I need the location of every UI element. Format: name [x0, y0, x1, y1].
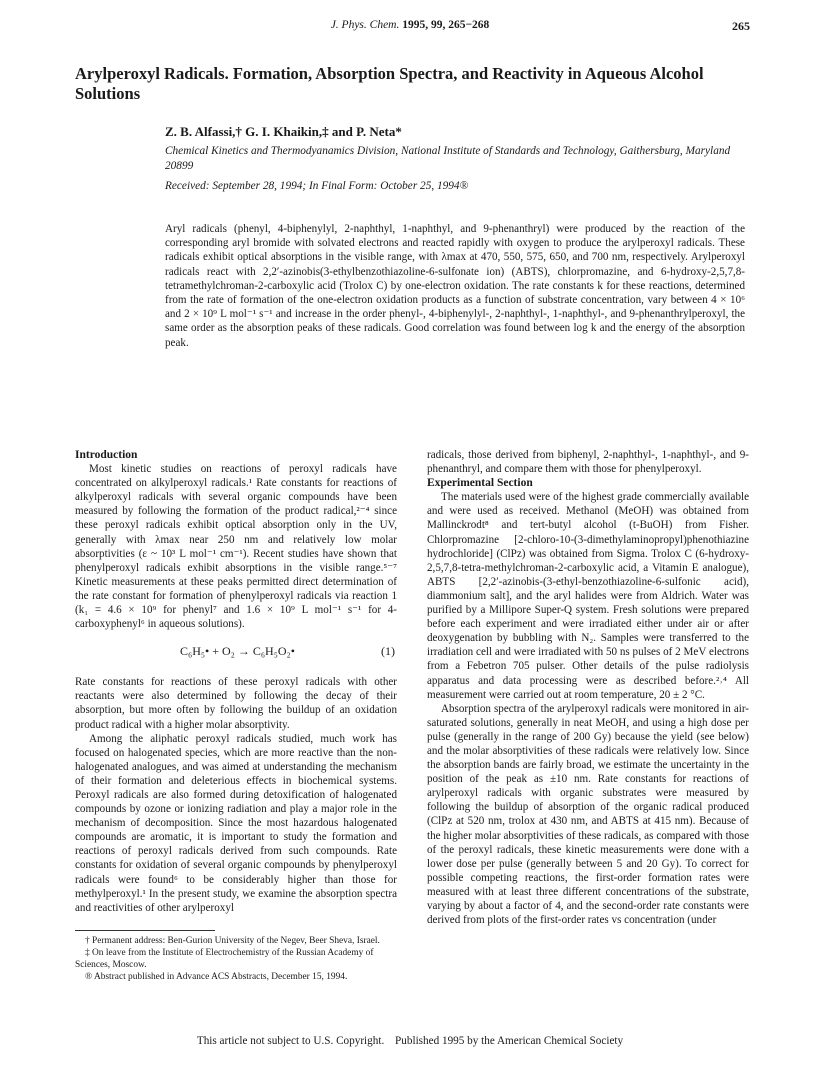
right-column: [427, 448, 749, 927]
journal-name: J. Phys. Chem.: [330, 19, 400, 31]
author-list: Z. B. Alfassi,† G. I. Khaikin,‡ and P. Neta*: [165, 124, 402, 139]
journal-citation: 1995, 99, 265−268: [402, 19, 490, 31]
article-title: Arylperoxyl Radicals. Formation, Absorption Spectra, and Reactivity in Aqueous Alcohol Solutions: [75, 64, 704, 103]
publisher-note: Published 1995 by the American Chemical Society: [395, 1035, 624, 1047]
equation-1: [75, 641, 397, 663]
footnote-dagger: † Permanent address: Ben-Gurion University of the Negev, Beer Sheva, Israel.: [85, 936, 380, 946]
page-footer: [0, 1035, 820, 1047]
intro-paragraph-2: Rate constants for reactions of these peroxyl radicals with other reactants were also determined by following the decay of their absorption, but more often by following the buildup of an oxidation product radical with a higher molar absorptivity.: [75, 676, 397, 731]
affiliation: Chemical Kinetics and Thermodyanamics Division, National Institute of Standards and Technology, Gaithersburg, Maryland 20899: [165, 145, 731, 172]
page-number: 265: [732, 19, 750, 33]
experimental-paragraph-2: Absorption spectra of the arylperoxyl radicals were monitored in air-saturated solutions, generally in neat MeOH, and using a high dose per pulse (generally in the range of 200 Gy) because the yield (see below) and the molar absorptivities of these radicals were relatively low. Since the absorption bands are fairly broad, we estimate the uncertainty in the position of the peak as ±10 nm. Rate constants for reactions of arylperoxyl radicals with organic substrates were measured by following the buildup of absorption of the organic radical produced (ClPz at 520 nm, trolox at 430 nm, and ABTS at 415 nm). Because of the higher molar absorptivities of these radicals, as compared with those of the peroxyl radicals, these kinetic measurements were done with a lower dose per pulse (generally between 5 and 20 Gy). To correct for possible competing reactions, the first-order formation rates were measured with at least three different concentrations of the substrate, varying by about a factor of 4, and the second-order rate constants were derived from plots of the first-order rates vs concentration (under: [427, 702, 749, 927]
intro-paragraph-3: Among the aliphatic peroxyl radicals studied, much work has focused on halogenated species, which are more reactive than the non-halogenated analogues, and was aimed at understanding the mechanism of their formation and deleterious effects in biochemical systems. Peroxyl radicals are also formed during detoxification of halogenated compounds by ozone or ionizing radiation and play a major role in the mechanism of decomposition. Since the most hazardous halogenated compounds are aromatic, it is important to study the formation and reactions of peroxyl radicals derived from such compounds. Rate constants for oxidation of several organic compounds by phenylperoxyl radicals were found⁶ to be considerably higher than those for methylperoxyl.¹ In the present study, we examine the absorption spectra and reactivities of other arylperoxyl: [75, 732, 397, 914]
abstract: Aryl radicals (phenyl, 4-biphenylyl, 2-naphthyl, 1-naphthyl, and 9-phenanthryl) were produced by the reaction of the corresponding aryl bromide with solvated electrons and reacted rapidly with oxygen to produce the arylperoxyl radicals. These radicals exhibit optical absorptions in the visible range, with λmax at 470, 550, 575, 650, and 700 nm, respectively. Arylperoxyl radicals react with 2,2′-azinobis(3-ethylbenzothiazoline-6-sulfonate ion) (ABTS), chlorpromazine, and 6-hydroxy-2,5,7,8-tetramethylchroman-2-carboxylic acid (Trolox C) by one-electron oxidation. The rate constants k for these reactions, determined from the rate of formation of the one-electron oxidation products as a function of substrate concentration, vary between 4 × 10⁶ and 2 × 10⁹ L mol⁻¹ s⁻¹ and increase in the order phenyl-, 4-biphenylyl-, 2-naphthyl-, 1-naphthyl-, and 9-phenanthrylperoxyl, the same order as the absorption peaks of these radicals. Good correlation was found between log k and the energy of the absorption peak.: [165, 223, 745, 349]
running-header: [70, 19, 750, 37]
left-column: [75, 448, 397, 915]
footnote-abstract-published: ® Abstract published in Advance ACS Abstracts, December 15, 1994.: [85, 972, 348, 983]
footnote-double-dagger: ‡ On leave from the Institute of Electrochemistry of the Russian Academy of Sciences, Moscow.: [75, 948, 374, 970]
footnotes: [75, 930, 397, 985]
equation-number: (1): [381, 644, 395, 659]
introduction-heading: Introduction: [75, 449, 138, 461]
equation-body: C₆H₅• + O₂ → C₆H₅O₂•: [180, 644, 295, 659]
intro-paragraph-1: Most kinetic studies on reactions of peroxyl radicals have concentrated on alkylperoxyl radicals.¹ Rate constants for reactions of alkylperoxyl radicals with several organic compounds have been measured by following the formation of the product radical,²⁻⁴ since these peroxyl radicals exhibit optical absorption only in the UV, generally with λmax near 250 nm and relatively low molar absorptivities (ε ~ 10³ L mol⁻¹ cm⁻¹). Recent studies have shown that phenylperoxyl radicals exhibit absorptions in the visible range.⁵⁻⁷ Kinetic measurements at these peaks permitted direct determination of the rate constant for formation of phenylperoxyl radicals via reaction 1 (k₁ = 4.6 × 10⁹ for phenyl⁷ and 1.6 × 10⁹ L mol⁻¹ s⁻¹ for 4-carboxyphenyl⁶ in aqueous solutions).: [75, 463, 397, 631]
experimental-paragraph-1: The materials used were of the highest grade commercially available and were used as received. Methanol (MeOH) was obtained from Mallinckrodt⁸ and tert-butyl alcohol (t-BuOH) from Fisher. Chlorpromazine [2-chloro-10-(3-dimethylaminopropyl)phenothiazine hydrochloride] (ClPz) was obtained from Sigma. Trolox C (6-hydroxy-2,5,7,8-tetra-methylchroman-2-carboxylic acid, a Vitamin E analogue), ABTS [2,2′-azinobis-(3-ethyl-benzothiazoline-6-sulfonic acid), diammonium salt], and the aryl halides were from Aldrich. Water was purified by a Millipore Super-Q system. Fresh solutions were prepared before each experiment and were irradiated either under air or after deoxygenation by bubbling with N₂. Samples were transferred to the irradiation cell and were irradiated with 50 ns pulses of 2 MeV electrons from a Febetron 705 pulser. Other details of the pulse radiolysis apparatus and data processing were as described before.²˒⁴ All measurement were carried out at room temperature, 20 ± 2 °C.: [427, 491, 749, 701]
copyright-note: This article not subject to U.S. Copyright.: [196, 1035, 385, 1047]
footnote-rule: [75, 930, 215, 931]
received-dates: Received: September 28, 1994; In Final Form: October 25, 1994®: [165, 180, 469, 192]
experimental-heading: Experimental Section: [427, 477, 533, 490]
intro-continuation: radicals, those derived from biphenyl, 2-naphthyl-, 1-naphthyl-, and 9-phenanthryl, and compare them with those for phenylperoxyl.: [427, 449, 749, 476]
